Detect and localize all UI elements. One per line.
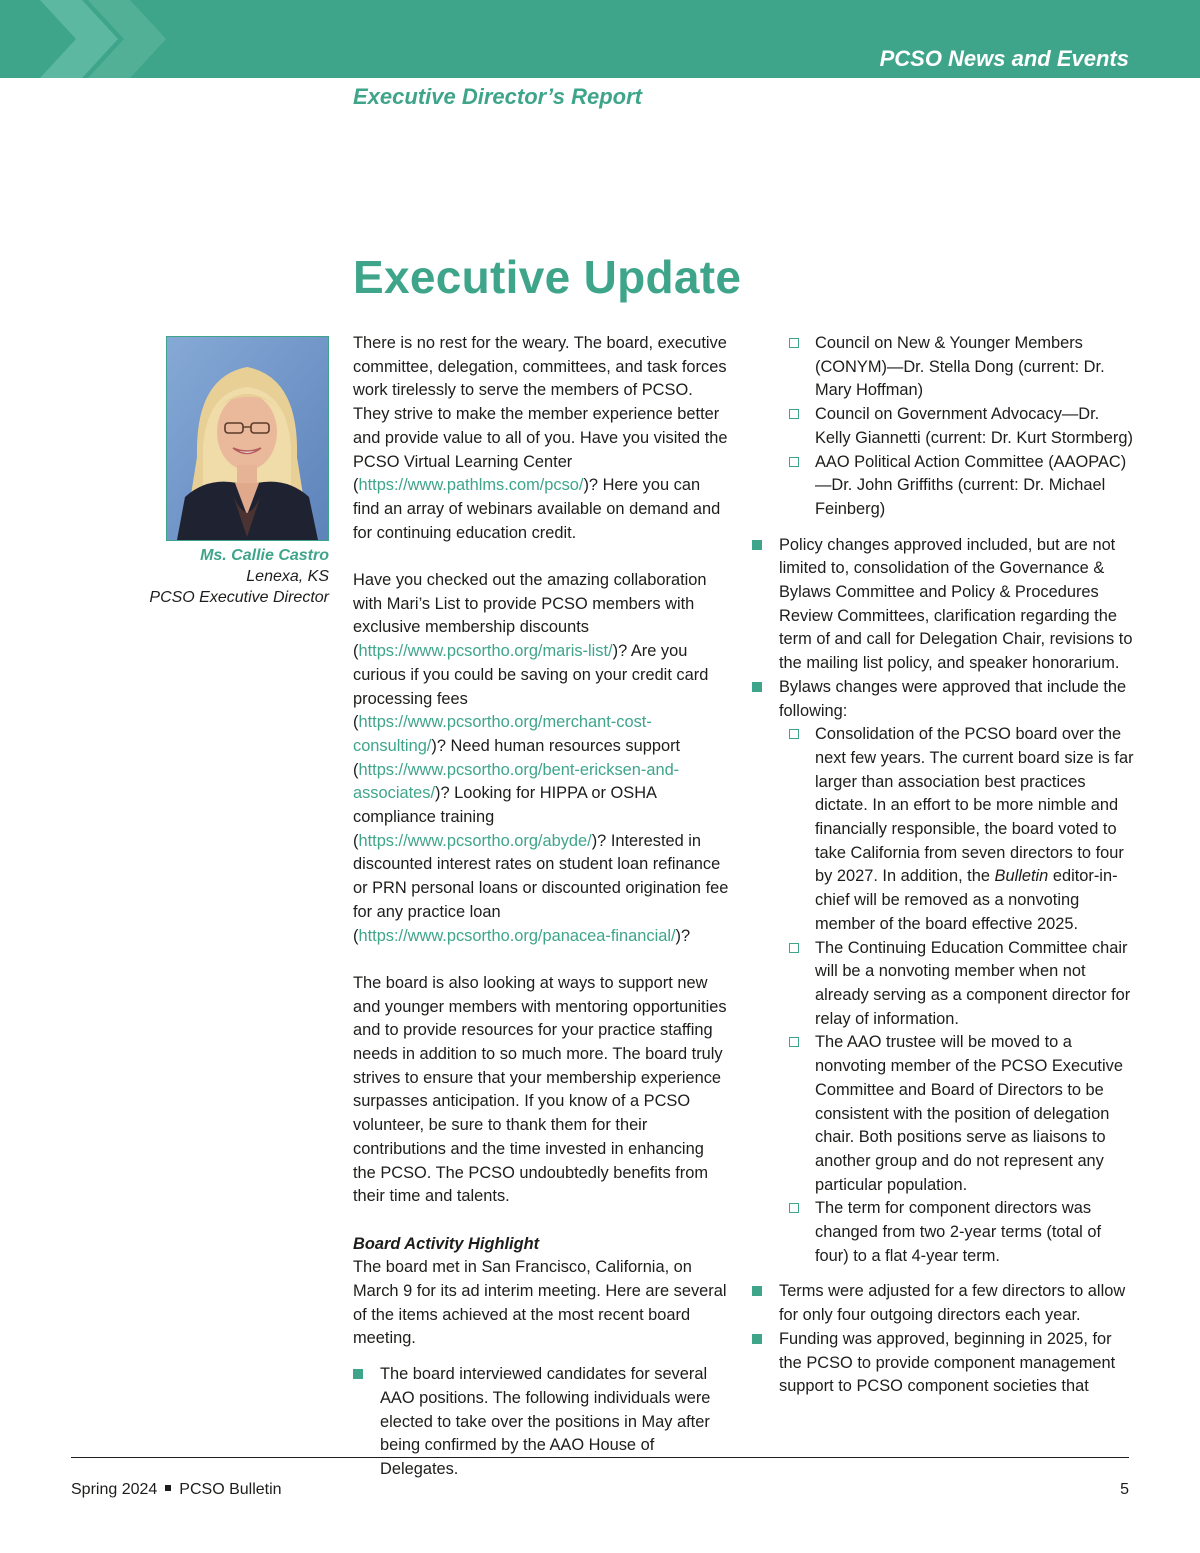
list-item: Consolidation of the PCSO board over the next few years. The current board size is far larger than association best practices dictate. In an effort to be more nimble and financially responsible, the board voted to take California from seven directors to four by 2027. In addition, the Bulletin editor-in-chief will be removed as a nonvoting member of the board effective 2025. — [779, 723, 1134, 936]
article-column-middle — [353, 332, 731, 1482]
link-bent-ericksen[interactable]: https://www.pcsortho.org/bent-ericksen-and-associates/ — [353, 760, 680, 803]
report-kicker: Executive Director’s Report — [353, 84, 642, 109]
footer-issue: Spring 2024 PCSO Bulletin — [71, 1481, 282, 1498]
link-panacea-financial[interactable]: https://www.pcsortho.org/panacea-financial/ — [358, 926, 676, 945]
list-item: The board interviewed candidates for several AAO positions. The following individuals were elected to take over the positions in May after being confirmed by the AAO House of Delegates. — [353, 1363, 731, 1482]
paragraph-intro: There is no rest for the weary. The board, executive committee, delegation, committees, and task forces work tirelessly to serve the members of PCSO. They strive to make the member experience better and provide value to all of you. Have you visited the PCSO Virtual Learning Center (https://www.pathlms.com/pcso/)? Here you can find an array of webinars available on demand and for continuing education credit. — [353, 334, 728, 542]
list-item: Policy changes approved included, but are not limited to, consolidation of the Governance & Bylaws Committee and Policy & Procedures Review Committees, clarification regarding the term of and call for Delegation Chair, revisions to the mailing list policy, and speaker honorarium. — [752, 534, 1134, 676]
link-maris-list[interactable]: https://www.pcsortho.org/maris-list/ — [358, 642, 613, 661]
list-item: The term for component directors was changed from two 2-year terms (total of four) to a flat 4-year term. — [779, 1197, 1134, 1268]
author-name: Ms. Callie Castro — [200, 547, 329, 564]
paragraph-board-support: The board is also looking at ways to support new and younger members with mentoring opportunities and to provide resources for your practice staffing needs in addition to so much more. The board truly strives to ensure that your membership experience surpasses anticipation. If you know of a PCSO volunteer, be sure to thank them for their contributions and the time invested in enhancing the PCSO. The PCSO undoubtedly benefits from their time and talents. — [353, 973, 727, 1206]
author-location: Lenexa, KS — [246, 568, 329, 585]
list-item: The AAO trustee will be moved to a nonvoting member of the PCSO Executive Committee and Board of Directors to be consistent with the position of delegation chair. Both positions serve as liaisons to another group and do not represent any particular population. — [779, 1031, 1134, 1197]
chevron-decoration-icon — [0, 0, 200, 78]
header-band — [0, 0, 1200, 78]
subhead-board-activity: Board Activity Highlight — [353, 1234, 540, 1253]
link-abyde[interactable]: https://www.pcsortho.org/abyde/ — [358, 831, 592, 850]
elected-positions-list — [752, 332, 1134, 522]
list-item: Funding was approved, beginning in 2025, for the PCSO to provide component management support to PCSO component societies that — [752, 1328, 1134, 1399]
author-role: PCSO Executive Director — [149, 589, 329, 606]
list-item: AAO Political Action Committee (AAOPAC)—Dr. John Griffiths (current: Dr. Michael Feinberg) — [752, 451, 1134, 522]
page-number: 5 — [1120, 1481, 1129, 1498]
list-item: Council on Government Advocacy—Dr. Kelly Giannetti (current: Dr. Kurt Stormberg) — [752, 403, 1134, 450]
list-item: The Continuing Education Committee chair will be a nonvoting member when not already serving as a component director for relay of information. — [779, 937, 1134, 1032]
link-virtual-learning-center[interactable]: https://www.pathlms.com/pcso/ — [358, 476, 584, 495]
footer-divider — [71, 1457, 1129, 1458]
article-column-right — [752, 332, 1134, 1399]
list-item: Council on New & Younger Members (CONYM)—Dr. Stella Dong (current: Dr. Mary Hoffman) — [752, 332, 1134, 403]
bullet-separator-icon — [165, 1485, 171, 1491]
paragraph-member-benefits: Have you checked out the amazing collaboration with Mari’s List to provide PCSO members with exclusive membership discounts (https://www.pcsortho.org/maris-list/)? Are you curious if you could be saving on your credit card processing fees (https://www.pcsortho.org/merchant-cost-consulting/)? Need human resources support (https://www.pcsortho.org/bent-ericksen-and-associates/)? Looking for HIPPA or OSHA compliance training (https://www.pcsortho.org/abyde/)? Interested in discounted interest rates on student loan refinance or PRN personal loans or discounted origination fee for any practice loan (https://www.pcsortho.org/panacea-financial/)? — [353, 571, 729, 945]
list-item: Bylaws changes were approved that include the following: Consolidation of the PCSO board over the next few years. The current board size is far larger than association best practices dictate. In an effort to be more nimble and financially responsible, the board voted to take California from seven directors to four by 2027. In addition, the Bulletin editor-in-chief will be removed as a nonvoting member of the board effective 2025. The Continuing Education Committee chair will be a nonvoting member when not already serving as a component director for relay of information. The AAO trustee will be moved to a nonvoting member of the PCSO Executive Committee and Board of Directors to be consistent with the position of delegation chair. Both positions serve as liaisons to another group and do not represent any particular population. The term for component directors was changed from two 2-year terms (total of four) to a flat 4-year term. — [752, 676, 1134, 1269]
board-items-list — [353, 1363, 731, 1482]
page-title: Executive Update — [353, 251, 742, 303]
author-caption — [120, 545, 329, 608]
paragraph-board-meeting: The board met in San Francisco, California, on March 9 for its ad interim meeting. Here are several of the items achieved at the most recent board meeting. — [353, 1258, 727, 1348]
author-photo — [166, 336, 329, 541]
link-merchant-cost-consulting[interactable]: https://www.pcsortho.org/merchant-cost-consulting/ — [353, 713, 652, 755]
list-item: Terms were adjusted for a few directors to allow for only four outgoing directors each year. — [752, 1280, 1134, 1327]
board-items-list-continued — [752, 534, 1134, 1399]
section-title: PCSO News and Events — [879, 46, 1129, 71]
bylaws-sublist — [779, 723, 1134, 1268]
